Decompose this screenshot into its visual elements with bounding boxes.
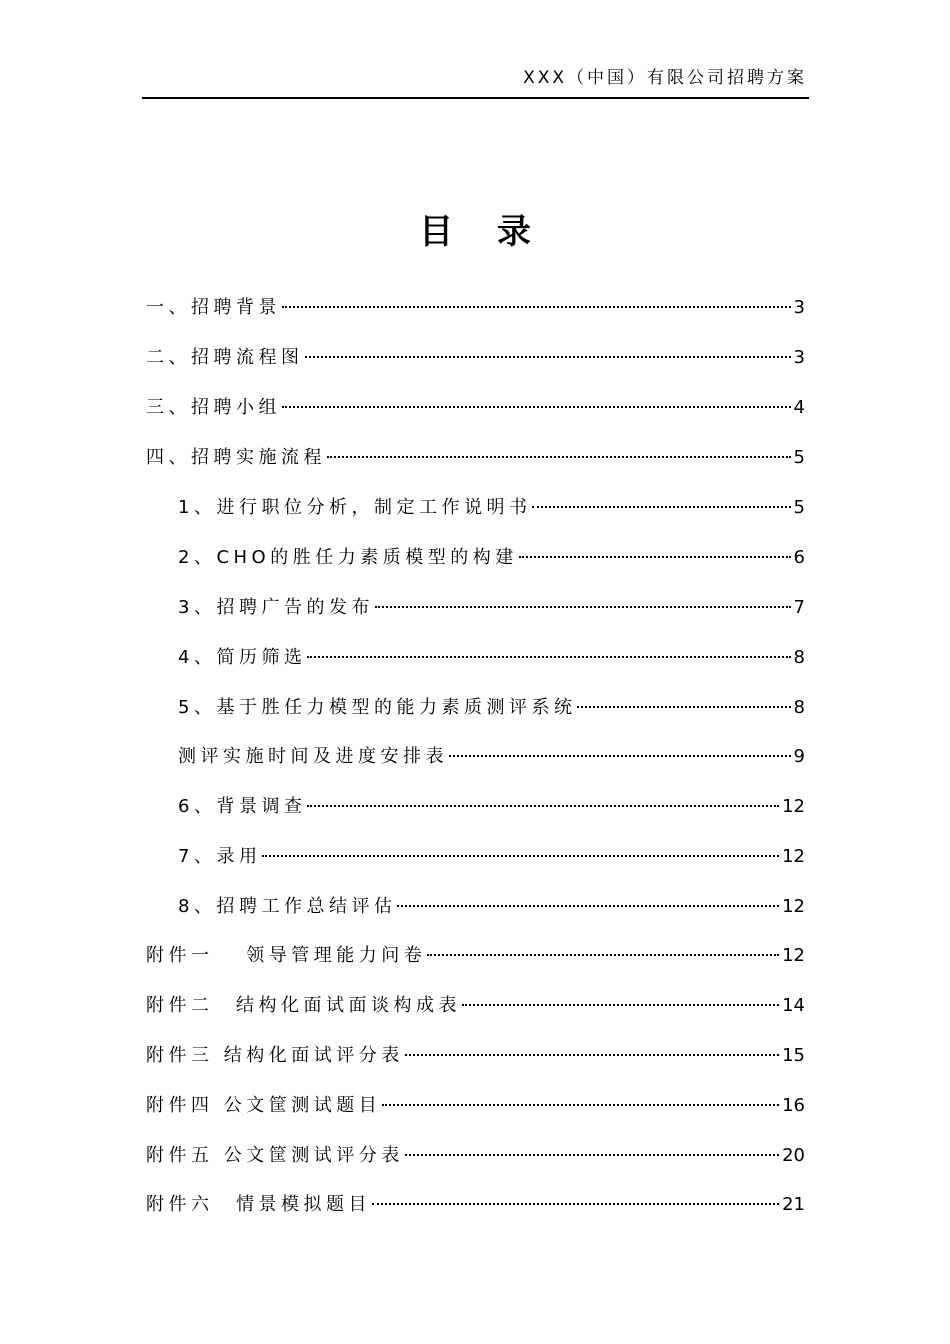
- toc-entry[interactable]: [146, 294, 805, 322]
- toc-entry[interactable]: [146, 1042, 805, 1070]
- toc-entry-label: 附件四 公文筐测试题目: [146, 1095, 382, 1116]
- toc-entry[interactable]: [146, 992, 805, 1020]
- toc-entry[interactable]: [146, 1191, 805, 1219]
- toc-dot-leader: [382, 1104, 779, 1106]
- toc-entry[interactable]: [146, 444, 805, 472]
- toc-entry[interactable]: [146, 1142, 805, 1170]
- toc-dot-leader: [577, 706, 790, 708]
- toc-entry-page: 5: [793, 497, 805, 518]
- toc-entry-label: 8、招聘工作总结评估: [178, 896, 397, 917]
- toc-entry-label: 2、CHO的胜任力素质模型的构建: [178, 547, 518, 568]
- toc-dot-leader: [405, 1154, 779, 1156]
- toc-dot-leader: [262, 855, 779, 857]
- toc-entry-label: 三、招聘小组: [146, 397, 281, 418]
- toc-entry-page: 16: [782, 1095, 805, 1116]
- toc-entry[interactable]: [146, 394, 805, 422]
- toc-entry-page: 12: [782, 896, 805, 917]
- toc-entry-label: 附件一 领导管理能力问卷: [146, 945, 427, 966]
- toc-entry-page: 8: [793, 697, 805, 718]
- toc-entry-page: 14: [782, 995, 805, 1016]
- toc-dot-leader: [405, 1054, 779, 1056]
- toc-entry[interactable]: [178, 793, 805, 821]
- toc-dot-leader: [449, 755, 791, 757]
- toc-entry-label: 6、背景调查: [178, 796, 307, 817]
- toc-entry-page: 12: [782, 796, 805, 817]
- toc-entry[interactable]: [146, 344, 805, 372]
- toc-entry-page: 20: [782, 1145, 805, 1166]
- toc-entry-label: 四、招聘实施流程: [146, 447, 326, 468]
- toc-entry-page: 6: [793, 547, 805, 568]
- toc-entry-page: 21: [782, 1194, 805, 1215]
- toc-entry-page: 15: [782, 1045, 805, 1066]
- toc-entry[interactable]: [178, 594, 805, 622]
- toc-dot-leader: [282, 306, 791, 308]
- page-header-title: XXX（中国）有限公司招聘方案: [523, 68, 807, 88]
- toc-dot-leader: [462, 1004, 779, 1006]
- toc-entry-label: 测评实施时间及进度安排表: [178, 746, 448, 767]
- toc-entry-label: 1、进行职位分析，制定工作说明书: [178, 497, 532, 518]
- toc-entry-page: 5: [793, 447, 805, 468]
- toc-entry[interactable]: [146, 942, 805, 970]
- toc-entry[interactable]: [178, 893, 805, 921]
- toc-entry-page: 3: [793, 297, 805, 318]
- toc-entry[interactable]: [178, 494, 805, 522]
- toc-entry[interactable]: [178, 544, 805, 572]
- toc-entry-label: 附件三 结构化面试评分表: [146, 1045, 404, 1066]
- toc-entry[interactable]: [178, 694, 805, 722]
- toc-entry[interactable]: [178, 644, 805, 672]
- toc-entry-label: 附件二 结构化面试面谈构成表: [146, 995, 461, 1016]
- toc-entry[interactable]: [178, 843, 805, 871]
- toc-entry-page: 12: [782, 945, 805, 966]
- toc-entry[interactable]: [178, 743, 805, 771]
- toc-entry-label: 附件五 公文筐测试评分表: [146, 1145, 404, 1166]
- toc-dot-leader: [327, 456, 791, 458]
- toc-entry-page: 9: [793, 746, 805, 767]
- toc-entry-page: 12: [782, 846, 805, 867]
- toc-entry-label: 附件六 情景模拟题目: [146, 1194, 371, 1215]
- toc-dot-leader: [532, 506, 790, 508]
- toc-dot-leader: [375, 606, 791, 608]
- toc-dot-leader: [397, 905, 779, 907]
- toc-entry-page: 8: [793, 647, 805, 668]
- toc-dot-leader: [305, 356, 791, 358]
- toc-dot-leader: [282, 406, 791, 408]
- toc-entry-page: 3: [793, 347, 805, 368]
- toc-dot-leader: [519, 556, 791, 558]
- toc-entry-label: 3、招聘广告的发布: [178, 597, 374, 618]
- toc-entry-label: 一、招聘背景: [146, 297, 281, 318]
- toc-entry-label: 7、录用: [178, 846, 262, 867]
- toc-entry-page: 4: [793, 397, 805, 418]
- toc-entry-label: 4、简历筛选: [178, 647, 307, 668]
- toc-entry-label: 二、招聘流程图: [146, 347, 304, 368]
- toc-dot-leader: [307, 656, 790, 658]
- toc-dot-leader: [372, 1203, 779, 1205]
- toc-entry-page: 7: [793, 597, 805, 618]
- toc-entry[interactable]: [146, 1092, 805, 1120]
- toc-entry-label: 5、基于胜任力模型的能力素质测评系统: [178, 697, 577, 718]
- toc-dot-leader: [307, 805, 779, 807]
- toc-dot-leader: [427, 954, 779, 956]
- toc-title: 目 录: [419, 212, 547, 252]
